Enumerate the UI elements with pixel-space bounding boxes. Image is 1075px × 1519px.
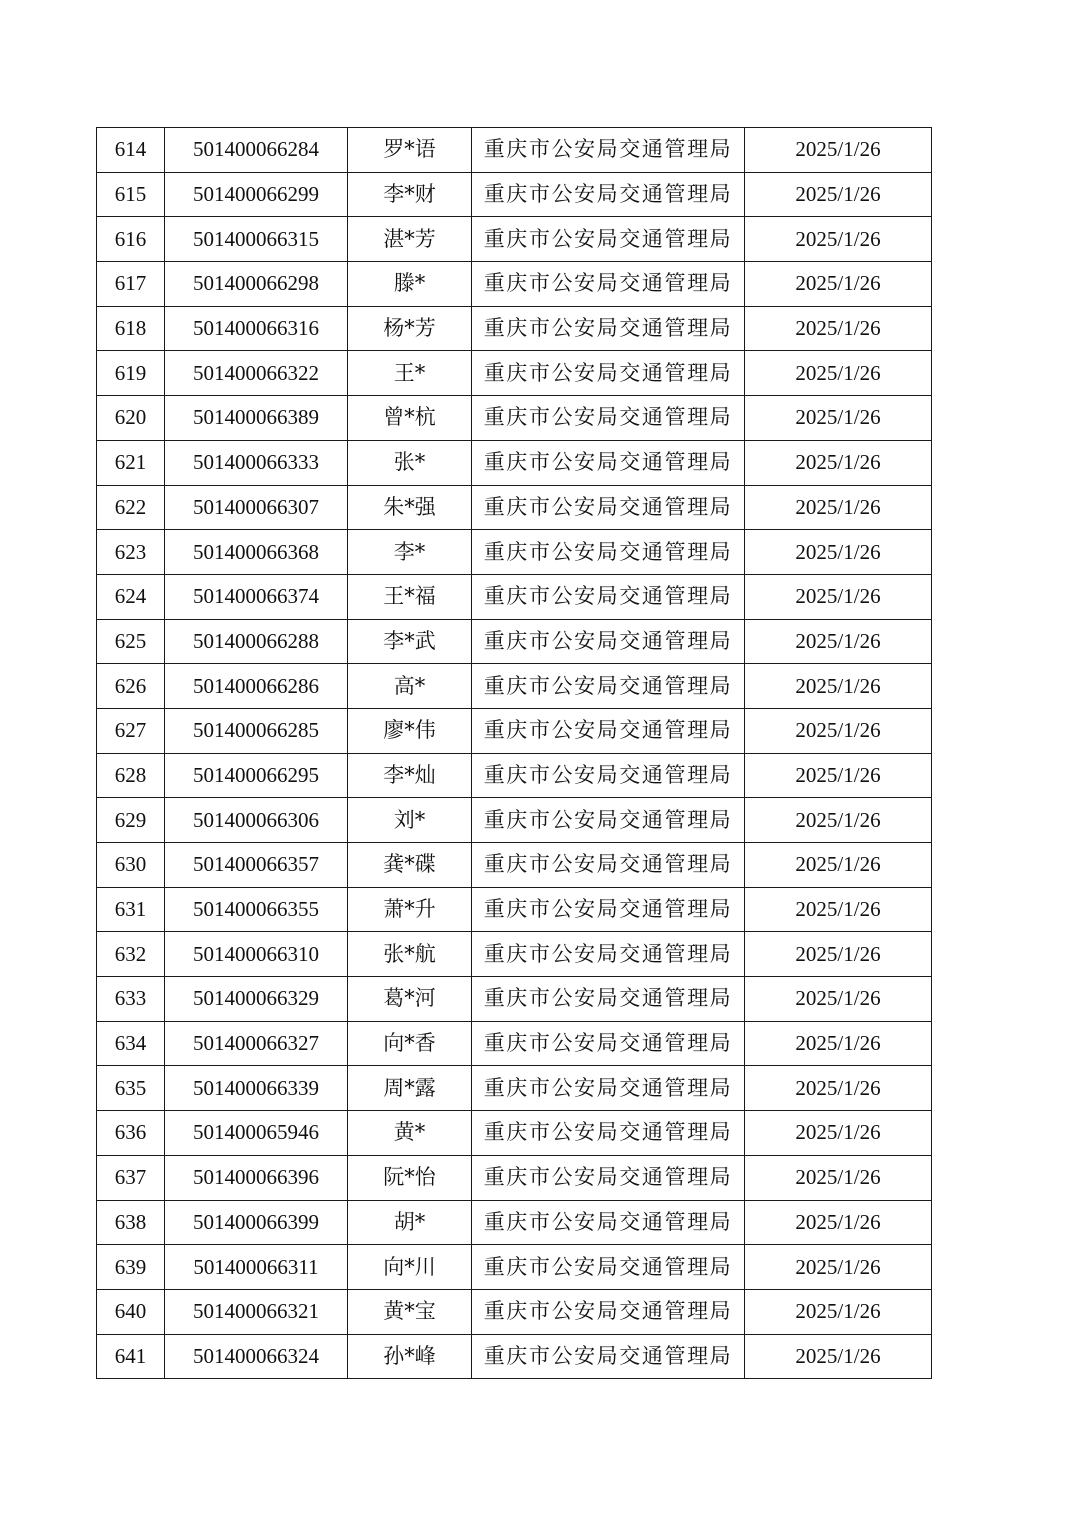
date-cell: 2025/1/26: [745, 530, 932, 575]
person-name-cell: 杨*芳: [348, 306, 472, 351]
row-number-cell: 639: [97, 1245, 165, 1290]
date-cell: 2025/1/26: [745, 172, 932, 217]
agency-cell: 重庆市公安局交通管理局: [472, 128, 745, 173]
record-id-cell: 501400066306: [165, 798, 348, 843]
table-row: [97, 619, 932, 664]
record-id-cell: 501400066339: [165, 1066, 348, 1111]
agency-cell: 重庆市公安局交通管理局: [472, 217, 745, 262]
record-id-cell: 501400066324: [165, 1334, 348, 1379]
person-name-cell: 李*武: [348, 619, 472, 664]
table-row: [97, 396, 932, 441]
row-number-cell: 614: [97, 128, 165, 173]
table-row: [97, 1155, 932, 1200]
row-number-cell: 631: [97, 887, 165, 932]
person-name-cell: 王*: [348, 351, 472, 396]
table-row: [97, 351, 932, 396]
record-id-cell: 501400066389: [165, 396, 348, 441]
table-row: [97, 1066, 932, 1111]
table-row: [97, 485, 932, 530]
agency-cell: 重庆市公安局交通管理局: [472, 1334, 745, 1379]
agency-cell: 重庆市公安局交通管理局: [472, 1245, 745, 1290]
agency-cell: 重庆市公安局交通管理局: [472, 574, 745, 619]
record-id-cell: 501400066295: [165, 753, 348, 798]
date-cell: 2025/1/26: [745, 798, 932, 843]
record-id-cell: 501400065946: [165, 1111, 348, 1156]
date-cell: 2025/1/26: [745, 262, 932, 307]
date-cell: 2025/1/26: [745, 1289, 932, 1334]
records-table-body: [97, 128, 932, 1379]
table-row: [97, 798, 932, 843]
table-row: [97, 708, 932, 753]
person-name-cell: 李*: [348, 530, 472, 575]
agency-cell: 重庆市公安局交通管理局: [472, 1200, 745, 1245]
date-cell: 2025/1/26: [745, 664, 932, 709]
row-number-cell: 627: [97, 708, 165, 753]
date-cell: 2025/1/26: [745, 1066, 932, 1111]
row-number-cell: 625: [97, 619, 165, 664]
table-row: [97, 440, 932, 485]
table-row: [97, 843, 932, 888]
row-number-cell: 635: [97, 1066, 165, 1111]
person-name-cell: 阮*怡: [348, 1155, 472, 1200]
records-table: [96, 127, 932, 1379]
person-name-cell: 滕*: [348, 262, 472, 307]
record-id-cell: 501400066307: [165, 485, 348, 530]
row-number-cell: 637: [97, 1155, 165, 1200]
row-number-cell: 628: [97, 753, 165, 798]
date-cell: 2025/1/26: [745, 1111, 932, 1156]
agency-cell: 重庆市公安局交通管理局: [472, 887, 745, 932]
agency-cell: 重庆市公安局交通管理局: [472, 753, 745, 798]
row-number-cell: 629: [97, 798, 165, 843]
person-name-cell: 葛*河: [348, 977, 472, 1022]
record-id-cell: 501400066357: [165, 843, 348, 888]
row-number-cell: 616: [97, 217, 165, 262]
agency-cell: 重庆市公安局交通管理局: [472, 306, 745, 351]
row-number-cell: 620: [97, 396, 165, 441]
record-id-cell: 501400066285: [165, 708, 348, 753]
date-cell: 2025/1/26: [745, 932, 932, 977]
row-number-cell: 624: [97, 574, 165, 619]
agency-cell: 重庆市公安局交通管理局: [472, 619, 745, 664]
date-cell: 2025/1/26: [745, 977, 932, 1022]
date-cell: 2025/1/26: [745, 306, 932, 351]
record-id-cell: 501400066396: [165, 1155, 348, 1200]
record-id-cell: 501400066310: [165, 932, 348, 977]
agency-cell: 重庆市公安局交通管理局: [472, 351, 745, 396]
row-number-cell: 621: [97, 440, 165, 485]
agency-cell: 重庆市公安局交通管理局: [472, 530, 745, 575]
record-id-cell: 501400066399: [165, 1200, 348, 1245]
person-name-cell: 孙*峰: [348, 1334, 472, 1379]
date-cell: 2025/1/26: [745, 128, 932, 173]
record-id-cell: 501400066368: [165, 530, 348, 575]
row-number-cell: 638: [97, 1200, 165, 1245]
date-cell: 2025/1/26: [745, 1200, 932, 1245]
person-name-cell: 胡*: [348, 1200, 472, 1245]
row-number-cell: 617: [97, 262, 165, 307]
agency-cell: 重庆市公安局交通管理局: [472, 1066, 745, 1111]
date-cell: 2025/1/26: [745, 1155, 932, 1200]
record-id-cell: 501400066298: [165, 262, 348, 307]
row-number-cell: 622: [97, 485, 165, 530]
table-row: [97, 306, 932, 351]
row-number-cell: 630: [97, 843, 165, 888]
row-number-cell: 640: [97, 1289, 165, 1334]
date-cell: 2025/1/26: [745, 619, 932, 664]
table-row: [97, 977, 932, 1022]
person-name-cell: 张*: [348, 440, 472, 485]
table-row: [97, 1021, 932, 1066]
person-name-cell: 湛*芳: [348, 217, 472, 262]
person-name-cell: 廖*伟: [348, 708, 472, 753]
agency-cell: 重庆市公安局交通管理局: [472, 440, 745, 485]
table-row: [97, 932, 932, 977]
date-cell: 2025/1/26: [745, 887, 932, 932]
record-id-cell: 501400066327: [165, 1021, 348, 1066]
table-row: [97, 753, 932, 798]
record-id-cell: 501400066299: [165, 172, 348, 217]
person-name-cell: 罗*语: [348, 128, 472, 173]
record-id-cell: 501400066322: [165, 351, 348, 396]
agency-cell: 重庆市公安局交通管理局: [472, 485, 745, 530]
row-number-cell: 615: [97, 172, 165, 217]
agency-cell: 重庆市公安局交通管理局: [472, 172, 745, 217]
person-name-cell: 黄*: [348, 1111, 472, 1156]
agency-cell: 重庆市公安局交通管理局: [472, 396, 745, 441]
date-cell: 2025/1/26: [745, 843, 932, 888]
agency-cell: 重庆市公安局交通管理局: [472, 977, 745, 1022]
person-name-cell: 龚*碟: [348, 843, 472, 888]
table-row: [97, 887, 932, 932]
date-cell: 2025/1/26: [745, 1245, 932, 1290]
person-name-cell: 李*财: [348, 172, 472, 217]
person-name-cell: 刘*: [348, 798, 472, 843]
row-number-cell: 633: [97, 977, 165, 1022]
record-id-cell: 501400066374: [165, 574, 348, 619]
table-row: [97, 1245, 932, 1290]
table-row: [97, 128, 932, 173]
table-row: [97, 1200, 932, 1245]
row-number-cell: 618: [97, 306, 165, 351]
date-cell: 2025/1/26: [745, 753, 932, 798]
table-row: [97, 1289, 932, 1334]
agency-cell: 重庆市公安局交通管理局: [472, 708, 745, 753]
date-cell: 2025/1/26: [745, 485, 932, 530]
record-id-cell: 501400066286: [165, 664, 348, 709]
agency-cell: 重庆市公安局交通管理局: [472, 262, 745, 307]
person-name-cell: 曾*杭: [348, 396, 472, 441]
table-row: [97, 1111, 932, 1156]
agency-cell: 重庆市公安局交通管理局: [472, 1111, 745, 1156]
person-name-cell: 王*福: [348, 574, 472, 619]
record-id-cell: 501400066311: [165, 1245, 348, 1290]
date-cell: 2025/1/26: [745, 1021, 932, 1066]
record-id-cell: 501400066321: [165, 1289, 348, 1334]
table-row: [97, 217, 932, 262]
table-row: [97, 262, 932, 307]
person-name-cell: 朱*强: [348, 485, 472, 530]
date-cell: 2025/1/26: [745, 396, 932, 441]
person-name-cell: 张*航: [348, 932, 472, 977]
row-number-cell: 619: [97, 351, 165, 396]
table-row: [97, 664, 932, 709]
date-cell: 2025/1/26: [745, 708, 932, 753]
row-number-cell: 641: [97, 1334, 165, 1379]
table-row: [97, 574, 932, 619]
person-name-cell: 高*: [348, 664, 472, 709]
record-id-cell: 501400066316: [165, 306, 348, 351]
row-number-cell: 634: [97, 1021, 165, 1066]
agency-cell: 重庆市公安局交通管理局: [472, 1289, 745, 1334]
person-name-cell: 周*露: [348, 1066, 472, 1111]
date-cell: 2025/1/26: [745, 1334, 932, 1379]
person-name-cell: 萧*升: [348, 887, 472, 932]
agency-cell: 重庆市公安局交通管理局: [472, 664, 745, 709]
date-cell: 2025/1/26: [745, 351, 932, 396]
agency-cell: 重庆市公安局交通管理局: [472, 798, 745, 843]
record-id-cell: 501400066284: [165, 128, 348, 173]
person-name-cell: 李*灿: [348, 753, 472, 798]
agency-cell: 重庆市公安局交通管理局: [472, 1021, 745, 1066]
person-name-cell: 向*川: [348, 1245, 472, 1290]
row-number-cell: 632: [97, 932, 165, 977]
row-number-cell: 636: [97, 1111, 165, 1156]
table-row: [97, 530, 932, 575]
person-name-cell: 向*香: [348, 1021, 472, 1066]
table-row: [97, 1334, 932, 1379]
record-id-cell: 501400066288: [165, 619, 348, 664]
row-number-cell: 623: [97, 530, 165, 575]
record-id-cell: 501400066333: [165, 440, 348, 485]
record-id-cell: 501400066315: [165, 217, 348, 262]
record-id-cell: 501400066355: [165, 887, 348, 932]
date-cell: 2025/1/26: [745, 574, 932, 619]
row-number-cell: 626: [97, 664, 165, 709]
agency-cell: 重庆市公安局交通管理局: [472, 843, 745, 888]
agency-cell: 重庆市公安局交通管理局: [472, 932, 745, 977]
date-cell: 2025/1/26: [745, 217, 932, 262]
date-cell: 2025/1/26: [745, 440, 932, 485]
agency-cell: 重庆市公安局交通管理局: [472, 1155, 745, 1200]
person-name-cell: 黄*宝: [348, 1289, 472, 1334]
record-id-cell: 501400066329: [165, 977, 348, 1022]
table-row: [97, 172, 932, 217]
